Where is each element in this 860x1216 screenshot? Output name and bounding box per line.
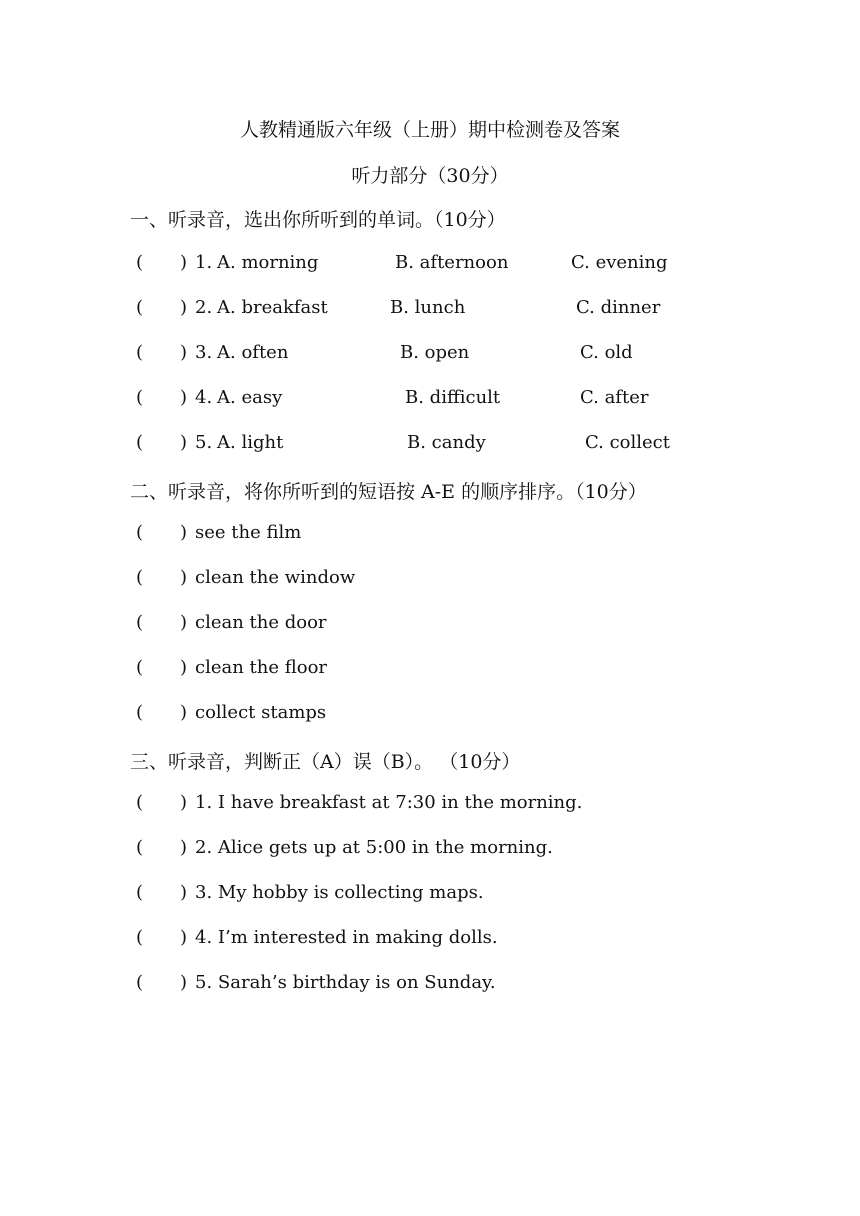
option-b: B. candy bbox=[407, 432, 486, 453]
exam-page: 人教精通版六年级（上册）期中检测卷及答案 听力部分（30分） 一、听录音，选出你所听到的单词。（10分） ( ) 1. A. morning B. afternoon C. evening ( ) 2. A. breakfast B. lunch C. dinner ( ) 3. A. often B. open C. old ( ) 4. A. easy B. difficult C. after ( ) 5. A. light B. candy C. collect 二、听录音，将你所听到的短语按 A-E 的顺序排序。（10分） ( ) see the film ( ) clean the window ( ) clean the door ( ) clean the floor ( ) collect stamps 三、听录音，判断正（A）误（B）。 （10分） ( ) 1. I have breakfast at 7:30 in the morning. ( ) 2. Alice gets up at 5:00 in the morning. ( ) 3. My hobby is collecting maps. ( ) 4. I’m interested in making dolls. ( ) 5. Sarah’s birthday is on Sunday. bbox=[0, 0, 860, 1216]
phrase-text: clean the door bbox=[195, 612, 327, 633]
phrase-text: clean the floor bbox=[195, 657, 328, 678]
option-c: C. old bbox=[580, 342, 633, 363]
option-c: C. after bbox=[580, 387, 649, 408]
question-number: 3. bbox=[195, 342, 213, 363]
option-b: B. lunch bbox=[390, 297, 466, 318]
phrase-text: see the film bbox=[195, 522, 302, 543]
option-c: C. dinner bbox=[576, 297, 661, 318]
phrase-text: collect stamps bbox=[195, 702, 327, 723]
option-a: A. often bbox=[217, 342, 289, 363]
statement-text: 3. My hobby is collecting maps. bbox=[195, 882, 484, 903]
statement-text: 5. Sarah’s birthday is on Sunday. bbox=[195, 972, 496, 993]
option-b: B. difficult bbox=[405, 387, 501, 408]
question-number: 5. bbox=[195, 432, 213, 453]
question-number: 1. bbox=[195, 252, 213, 273]
page-subtitle: 听力部分（30分） bbox=[351, 165, 509, 187]
option-c: C. collect bbox=[585, 432, 670, 453]
option-b: B. open bbox=[400, 342, 470, 363]
option-a: A. easy bbox=[217, 387, 283, 408]
statement-text: 4. I’m interested in making dolls. bbox=[195, 927, 498, 948]
question-number: 4. bbox=[195, 387, 213, 408]
phrase-text: clean the window bbox=[195, 567, 356, 588]
section-3-heading: 三、听录音，判断正（A）误（B）。 （10分） bbox=[130, 751, 521, 773]
option-a: A. breakfast bbox=[217, 297, 328, 318]
section-1-heading: 一、听录音，选出你所听到的单词。（10分） bbox=[130, 209, 506, 231]
option-a: A. light bbox=[217, 432, 284, 453]
page-title: 人教精通版六年级（上册）期中检测卷及答案 bbox=[239, 119, 620, 141]
option-a: A. morning bbox=[217, 252, 319, 273]
statement-text: 1. I have breakfast at 7:30 in the morning. bbox=[195, 792, 583, 813]
section-2-heading: 二、听录音，将你所听到的短语按 A-E 的顺序排序。（10分） bbox=[130, 481, 647, 503]
statement-text: 2. Alice gets up at 5:00 in the morning. bbox=[195, 837, 553, 858]
question-number: 2. bbox=[195, 297, 213, 318]
option-c: C. evening bbox=[571, 252, 668, 273]
option-b: B. afternoon bbox=[395, 252, 509, 273]
